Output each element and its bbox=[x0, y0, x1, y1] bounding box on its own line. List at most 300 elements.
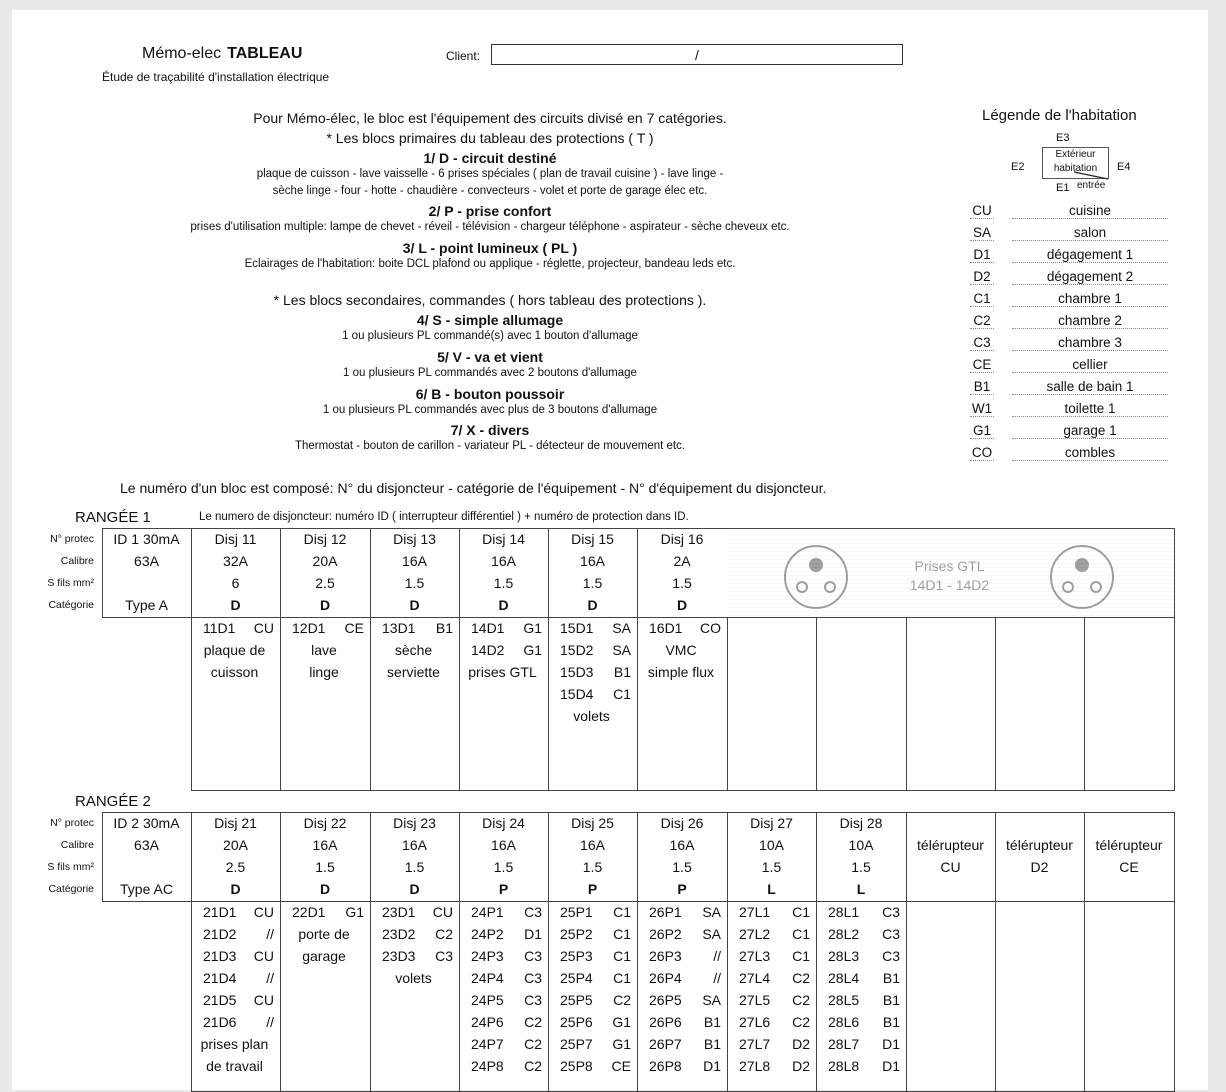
block-id: 23D3 bbox=[382, 948, 416, 964]
block-room: // bbox=[713, 948, 721, 964]
circuit-description: prises GTL bbox=[468, 664, 537, 680]
breaker-category: L bbox=[767, 881, 776, 897]
block-room: B1 bbox=[703, 1014, 721, 1030]
block-id: 24P1 bbox=[471, 904, 504, 920]
block-room: C1 bbox=[613, 926, 631, 942]
category-title: 7/ X - divers bbox=[450, 422, 530, 438]
circuit-details bbox=[203, 617, 278, 683]
block-room: C3 bbox=[435, 948, 453, 964]
id-cell-value: 63A bbox=[134, 553, 159, 569]
circuit-block bbox=[471, 901, 546, 923]
block-room: C1 bbox=[792, 904, 810, 920]
block-id: 24P3 bbox=[471, 948, 504, 964]
telerupteur-code: CE bbox=[1119, 859, 1139, 875]
breaker-value: Disj 16 bbox=[660, 531, 704, 547]
category-title: 3/ L - point lumineux ( PL ) bbox=[402, 240, 578, 256]
circuit-block bbox=[560, 1033, 635, 1055]
legend-room-row bbox=[970, 225, 1170, 246]
block-id: 23D1 bbox=[382, 904, 416, 920]
block-id: 26P8 bbox=[649, 1058, 682, 1074]
document-subtitle: Étude de traçabilité d'installation électrique bbox=[102, 70, 330, 84]
block-id: 28L3 bbox=[828, 948, 860, 964]
breaker-category: D bbox=[409, 881, 420, 897]
legend-room-row bbox=[970, 247, 1170, 268]
circuit-block bbox=[828, 989, 904, 1011]
legend-room-name: salle de bain 1 bbox=[1012, 379, 1168, 395]
breaker-value: 1.5 bbox=[582, 859, 603, 875]
rangee2-title: RANGÉE 2 bbox=[75, 793, 151, 810]
block-id: 28L7 bbox=[828, 1036, 860, 1052]
block-room: SA bbox=[612, 620, 631, 636]
breaker-value: 6 bbox=[231, 575, 240, 591]
breaker-value: 1.5 bbox=[672, 859, 692, 875]
breaker-category: D bbox=[230, 881, 241, 897]
circuit-description: prises plan bbox=[200, 1036, 269, 1052]
block-room: C1 bbox=[613, 970, 631, 986]
circuit-description: garage bbox=[302, 948, 346, 964]
legend-room-code: CE bbox=[970, 357, 994, 373]
legend-room-row bbox=[970, 335, 1170, 356]
block-id: 26P2 bbox=[649, 926, 682, 942]
circuit-block bbox=[560, 967, 635, 989]
circuit-block bbox=[382, 617, 457, 639]
intro-line: Pour Mémo-élec, le bloc est l'équipement des circuits divisé en 7 catégories. bbox=[253, 110, 727, 126]
circuit-block bbox=[739, 1055, 814, 1077]
breaker-value: Disj 12 bbox=[303, 531, 347, 547]
category-title: 1/ D - circuit destiné bbox=[423, 150, 557, 166]
circuit-block bbox=[828, 1011, 904, 1033]
block-room: C2 bbox=[524, 1036, 542, 1052]
block-id: 27L8 bbox=[739, 1058, 771, 1074]
circuit-description: plaque de bbox=[203, 642, 266, 658]
circuit-block bbox=[649, 989, 725, 1011]
block-id: 24P6 bbox=[471, 1014, 504, 1030]
circuit-block bbox=[649, 901, 725, 923]
block-id: 15D2 bbox=[560, 642, 594, 658]
block-id: 24P5 bbox=[471, 992, 504, 1008]
block-room: C1 bbox=[613, 686, 631, 702]
block-id: 25P8 bbox=[560, 1058, 593, 1074]
category-desc: Thermostat - bouton de carillon - variateur PL - détecteur de mouvement etc. bbox=[294, 440, 686, 452]
rangee1-note: Le numero de disjoncteur: numéro ID ( interrupteur différentiel ) + numéro de protection dans ID. bbox=[199, 511, 689, 523]
circuit-description: volets bbox=[573, 708, 610, 724]
legend-room-name: toilette 1 bbox=[1012, 401, 1168, 417]
block-id: 28L5 bbox=[828, 992, 860, 1008]
circuit-description: linge bbox=[309, 664, 339, 680]
legend-room-name: cuisine bbox=[1012, 203, 1168, 219]
block-id: 27L6 bbox=[739, 1014, 771, 1030]
breaker-value: 1.5 bbox=[761, 859, 782, 875]
block-room: CU bbox=[253, 904, 274, 920]
circuit-description: volets bbox=[395, 970, 432, 986]
block-room: C2 bbox=[792, 1014, 810, 1030]
circuit-block bbox=[649, 967, 725, 989]
legend-room-code: CO bbox=[971, 445, 993, 460]
legend-room-code: C3 bbox=[970, 335, 994, 351]
circuit-block bbox=[649, 945, 725, 967]
block-room: CE bbox=[344, 620, 364, 636]
block-number-note: Le numéro d'un bloc est composé: N° du disjoncteur - catégorie de l'équipement - N° d'équipement du disjoncteur. bbox=[120, 480, 827, 496]
circuit-block bbox=[739, 967, 814, 989]
breaker-value: 2.5 bbox=[315, 575, 335, 591]
block-room: D1 bbox=[524, 926, 542, 942]
circuit-block bbox=[739, 1033, 814, 1055]
block-room: C3 bbox=[524, 948, 542, 964]
circuit-block bbox=[828, 923, 904, 945]
legend-room-code: D2 bbox=[970, 269, 994, 285]
block-room: G1 bbox=[612, 1014, 631, 1030]
breaker-value: Disj 23 bbox=[393, 815, 436, 831]
legend-e2: E2 bbox=[1011, 161, 1025, 173]
breaker-value: 16A bbox=[402, 837, 427, 853]
circuit-block bbox=[649, 1011, 725, 1033]
block-id: 11D1 bbox=[203, 620, 236, 636]
circuit-block bbox=[382, 901, 457, 923]
legend-room-row bbox=[970, 313, 1170, 334]
circuit-block bbox=[292, 901, 368, 923]
block-id: 28L2 bbox=[828, 926, 860, 942]
block-id: 26P3 bbox=[649, 948, 682, 964]
circuit-block bbox=[560, 661, 635, 683]
circuit-block bbox=[471, 639, 546, 661]
block-id: 26P5 bbox=[649, 992, 682, 1008]
block-room: G1 bbox=[612, 1036, 631, 1052]
breaker-value: 1.5 bbox=[672, 575, 692, 591]
block-room: C3 bbox=[524, 970, 542, 986]
breaker-category: P bbox=[587, 881, 598, 897]
breaker-value: Disj 25 bbox=[571, 815, 614, 831]
circuit-block bbox=[649, 1055, 725, 1077]
block-id: 25P3 bbox=[560, 948, 593, 964]
rangee2-row-labels bbox=[12, 812, 94, 900]
breaker-value: Disj 21 bbox=[214, 815, 257, 831]
block-room: D1 bbox=[882, 1058, 900, 1074]
block-room: C1 bbox=[792, 948, 810, 964]
breaker-category: P bbox=[498, 881, 509, 897]
legend-room-code: C1 bbox=[970, 291, 994, 307]
category-desc: 1 ou plusieurs PL commandés avec 2 boutons d'allumage bbox=[343, 367, 637, 379]
legend-room-code: CU bbox=[970, 203, 994, 219]
legend-room-code: B1 bbox=[970, 379, 994, 395]
circuit-block bbox=[739, 923, 814, 945]
circuit-block bbox=[471, 967, 546, 989]
circuit-block bbox=[203, 945, 278, 967]
breaker-value: 1.5 bbox=[493, 575, 514, 591]
block-id: 26P1 bbox=[649, 904, 682, 920]
block-id: 26P7 bbox=[649, 1036, 682, 1052]
column-divider bbox=[1084, 617, 1085, 790]
breaker-value: Disj 26 bbox=[660, 815, 704, 831]
category-desc: prises d'utilisation multiple: lampe de chevet - réveil - télévision - chargeur téléphone - aspirateur - sèche cheveux etc. bbox=[190, 221, 790, 233]
legend-box-line: Extérieur bbox=[1055, 149, 1096, 160]
breaker-value: 16A bbox=[580, 553, 605, 569]
block-room: G1 bbox=[523, 642, 542, 658]
legend-e4: E4 bbox=[1117, 161, 1131, 173]
category-desc: sèche linge - four - hotte - chaudière - convecteurs - volet et porte de garage élec etc. bbox=[272, 185, 708, 197]
block-room: // bbox=[713, 970, 721, 986]
block-room: C3 bbox=[524, 904, 542, 920]
breaker-value: 16A bbox=[312, 837, 338, 853]
circuit-details bbox=[739, 901, 814, 1077]
block-room: SA bbox=[702, 926, 721, 942]
legend-room-code: SA bbox=[970, 225, 994, 241]
category-desc: 1 ou plusieurs PL commandé(s) avec 1 bouton d'allumage bbox=[342, 330, 638, 342]
breaker-category: D bbox=[319, 597, 331, 613]
breaker-value: 32A bbox=[223, 553, 248, 569]
block-room: CE bbox=[611, 1058, 631, 1074]
circuit-block bbox=[739, 1011, 814, 1033]
block-id: 15D3 bbox=[560, 664, 594, 680]
legend-room-row bbox=[970, 423, 1170, 444]
block-room: CU bbox=[253, 620, 274, 636]
label-section: S fils mm² bbox=[47, 861, 94, 873]
circuit-block bbox=[382, 923, 457, 945]
breaker-value: Disj 14 bbox=[482, 531, 525, 547]
block-room: D1 bbox=[703, 1058, 721, 1074]
rangee1-row-labels bbox=[12, 528, 94, 616]
legend-room-row bbox=[970, 379, 1170, 400]
circuit-description: sèche bbox=[394, 642, 433, 658]
legend-room-row bbox=[970, 203, 1170, 224]
label-calibre: Calibre bbox=[60, 839, 94, 851]
document-title: Mémo-elec TABLEAU bbox=[142, 45, 303, 62]
circuit-block bbox=[560, 901, 635, 923]
breaker-value: 16A bbox=[580, 837, 605, 853]
circuit-details bbox=[468, 617, 546, 683]
block-room: // bbox=[266, 970, 274, 986]
label-protec: N° protec bbox=[50, 817, 94, 829]
block-id: 21D3 bbox=[203, 948, 237, 964]
block-id: 27L2 bbox=[739, 926, 771, 942]
circuit-block bbox=[292, 617, 368, 639]
breaker-category: D bbox=[409, 597, 420, 613]
block-room: C1 bbox=[613, 948, 631, 964]
breaker-value: 20A bbox=[223, 837, 248, 853]
breaker-value: 1.5 bbox=[851, 859, 871, 875]
breaker-value: Disj 13 bbox=[393, 531, 436, 547]
breaker-value: 1.5 bbox=[582, 575, 603, 591]
legend-box-line: habitation bbox=[1053, 163, 1098, 174]
circuit-block bbox=[471, 923, 546, 945]
breaker-value: 1.5 bbox=[404, 575, 425, 591]
breaker-value: 16A bbox=[669, 837, 695, 853]
category-title: 4/ S - simple allumage bbox=[416, 312, 564, 328]
column-divider bbox=[995, 617, 996, 790]
block-id: 24P2 bbox=[471, 926, 504, 942]
circuit-details bbox=[382, 617, 457, 683]
label-categorie: Catégorie bbox=[48, 599, 94, 611]
label-protec: N° protec bbox=[50, 533, 94, 545]
column-divider bbox=[906, 617, 907, 790]
block-room: CO bbox=[700, 620, 721, 636]
legend-room-name: chambre 1 bbox=[1012, 291, 1168, 307]
circuit-block bbox=[828, 901, 904, 923]
block-id: 12D1 bbox=[292, 620, 326, 636]
circuit-block bbox=[560, 923, 635, 945]
category-title: 6/ B - bouton poussoir bbox=[415, 386, 565, 402]
circuit-block bbox=[739, 945, 814, 967]
block-id: 28L6 bbox=[828, 1014, 860, 1030]
block-id: 24P8 bbox=[471, 1058, 504, 1074]
breaker-value: Disj 27 bbox=[750, 815, 793, 831]
breaker-value: 10A bbox=[759, 837, 784, 853]
circuit-block bbox=[649, 1033, 725, 1055]
circuit-details bbox=[649, 617, 725, 683]
telerupteur-label: télérupteur bbox=[917, 837, 984, 853]
breaker-value: Disj 22 bbox=[303, 815, 347, 831]
circuit-block bbox=[560, 1011, 635, 1033]
breaker-value: 16A bbox=[491, 837, 516, 853]
label-section: S fils mm² bbox=[47, 577, 94, 589]
block-room: C1 bbox=[613, 904, 631, 920]
legend-room-name: dégagement 2 bbox=[1012, 269, 1168, 285]
circuit-block bbox=[471, 617, 546, 639]
legend-entree: entrée bbox=[1077, 180, 1106, 191]
categories-description bbox=[142, 110, 838, 458]
breaker-value: 16A bbox=[402, 553, 427, 569]
breaker-category: P bbox=[677, 881, 687, 897]
block-room: B1 bbox=[435, 620, 453, 636]
circuit-block bbox=[203, 901, 278, 923]
circuit-details bbox=[200, 901, 278, 1077]
circuit-block bbox=[828, 967, 904, 989]
block-room: C2 bbox=[524, 1058, 542, 1074]
block-room: C3 bbox=[882, 926, 900, 942]
legend-room-code: D1 bbox=[970, 247, 994, 263]
circuit-block bbox=[739, 989, 814, 1011]
block-id: 14D1 bbox=[471, 620, 505, 636]
category-title: 5/ V - va et vient bbox=[437, 349, 543, 365]
block-room: SA bbox=[612, 642, 631, 658]
block-room: C2 bbox=[792, 992, 810, 1008]
circuit-block bbox=[560, 989, 635, 1011]
block-id: 15D1 bbox=[560, 620, 594, 636]
breaker-value: 16A bbox=[491, 553, 516, 569]
block-room: B1 bbox=[703, 1036, 721, 1052]
circuit-block bbox=[203, 989, 278, 1011]
block-room: C2 bbox=[435, 926, 453, 942]
circuit-block bbox=[382, 945, 457, 967]
legend-room-row bbox=[970, 445, 1170, 466]
circuit-description: simple flux bbox=[647, 664, 715, 680]
block-id: 23D2 bbox=[382, 926, 416, 942]
legend-room-name: combles bbox=[1012, 445, 1168, 461]
breaker-category: D bbox=[587, 597, 598, 613]
circuit-block bbox=[471, 1033, 546, 1055]
breaker-category: D bbox=[319, 881, 331, 897]
circuit-block bbox=[560, 683, 635, 705]
block-room: D1 bbox=[882, 1036, 900, 1052]
legend-room-name: garage 1 bbox=[1012, 423, 1168, 439]
block-room: B1 bbox=[882, 992, 900, 1008]
block-room: SA bbox=[702, 904, 721, 920]
breaker-value: Disj 28 bbox=[839, 815, 883, 831]
client-label: Client: bbox=[446, 49, 481, 63]
legend-room-name: chambre 2 bbox=[1012, 313, 1168, 329]
intro-line: * Les blocs primaires du tableau des protections ( T ) bbox=[326, 130, 654, 146]
block-room: G1 bbox=[345, 904, 364, 920]
circuit-description: cuisson bbox=[210, 664, 259, 680]
legend-room-code: G1 bbox=[970, 423, 994, 439]
block-room: D2 bbox=[792, 1036, 810, 1052]
category-desc: Eclairages de l'habitation: boite DCL plafond ou applique - réglette, projecteur, bandeau leds etc. bbox=[244, 258, 736, 270]
block-room: C1 bbox=[792, 926, 810, 942]
block-id: 25P1 bbox=[560, 904, 593, 920]
circuit-details bbox=[382, 901, 457, 989]
id-cell-value: ID 2 30mA bbox=[113, 815, 180, 831]
category-desc: plaque de cuisson - lave vaisselle - 6 prises spéciales ( plan de travail cuisine ) - lave linge - bbox=[256, 168, 724, 180]
block-id: 15D4 bbox=[560, 686, 594, 702]
circuit-block bbox=[560, 945, 635, 967]
breaker-category: D bbox=[498, 597, 509, 613]
block-room: B1 bbox=[613, 664, 631, 680]
block-room: CU bbox=[253, 992, 274, 1008]
intro-line: * Les blocs secondaires, commandes ( hors tableau des protections ). bbox=[273, 292, 707, 308]
block-id: 28L8 bbox=[828, 1058, 860, 1074]
legend-room-row bbox=[970, 291, 1170, 312]
block-id: 16D1 bbox=[649, 620, 683, 636]
id-cell-value: ID 1 30mA bbox=[113, 531, 180, 547]
block-room: D2 bbox=[792, 1058, 810, 1074]
circuit-details bbox=[649, 901, 725, 1077]
block-id: 27L3 bbox=[739, 948, 771, 964]
id-cell-value: Type A bbox=[125, 597, 168, 613]
breaker-value: Disj 11 bbox=[214, 531, 257, 547]
breaker-category: L bbox=[856, 881, 866, 897]
rangee1-title: RANGÉE 1 bbox=[75, 509, 151, 526]
block-id: 21D4 bbox=[203, 970, 237, 986]
circuit-block bbox=[471, 989, 546, 1011]
breaker-category: D bbox=[230, 597, 241, 613]
circuit-description: de travail bbox=[206, 1058, 263, 1074]
breaker-value: Disj 15 bbox=[571, 531, 614, 547]
circuit-block bbox=[649, 923, 725, 945]
breaker-value: 1.5 bbox=[493, 859, 514, 875]
client-field[interactable]: / bbox=[491, 44, 903, 65]
category-desc: 1 ou plusieurs PL commandés avec plus de 3 boutons d'allumage bbox=[322, 404, 658, 416]
block-room: C3 bbox=[882, 904, 900, 920]
breaker-value: 10A bbox=[848, 837, 874, 853]
block-id: 21D2 bbox=[203, 926, 237, 942]
legend-room-code: W1 bbox=[971, 401, 993, 416]
document-page bbox=[12, 10, 1208, 1090]
circuit-description: VMC bbox=[665, 642, 697, 658]
breaker-category: D bbox=[676, 597, 688, 613]
breaker-value: Disj 24 bbox=[482, 815, 525, 831]
circuit-description: lave bbox=[311, 642, 337, 658]
block-room: C2 bbox=[613, 992, 631, 1008]
circuit-block bbox=[560, 639, 635, 661]
legend-room-row bbox=[970, 401, 1170, 422]
label-calibre: Calibre bbox=[60, 555, 94, 567]
id-cell-value: 63A bbox=[134, 837, 159, 853]
block-id: 25P2 bbox=[560, 926, 593, 942]
block-room: SA bbox=[702, 992, 721, 1008]
block-room: C3 bbox=[882, 948, 900, 964]
circuit-block bbox=[203, 1011, 278, 1033]
legend-room-name: salon bbox=[1012, 225, 1168, 241]
legend-title: Légende de l'habitation bbox=[982, 107, 1137, 124]
circuit-description: serviette bbox=[387, 664, 440, 680]
block-id: 25P5 bbox=[560, 992, 593, 1008]
breaker-value: 1.5 bbox=[315, 859, 335, 875]
block-id: 25P4 bbox=[560, 970, 593, 986]
legend-room-row bbox=[970, 357, 1170, 378]
circuit-block bbox=[203, 923, 278, 945]
circuit-details bbox=[292, 901, 368, 967]
block-id: 25P6 bbox=[560, 1014, 593, 1030]
column-divider bbox=[816, 617, 817, 790]
